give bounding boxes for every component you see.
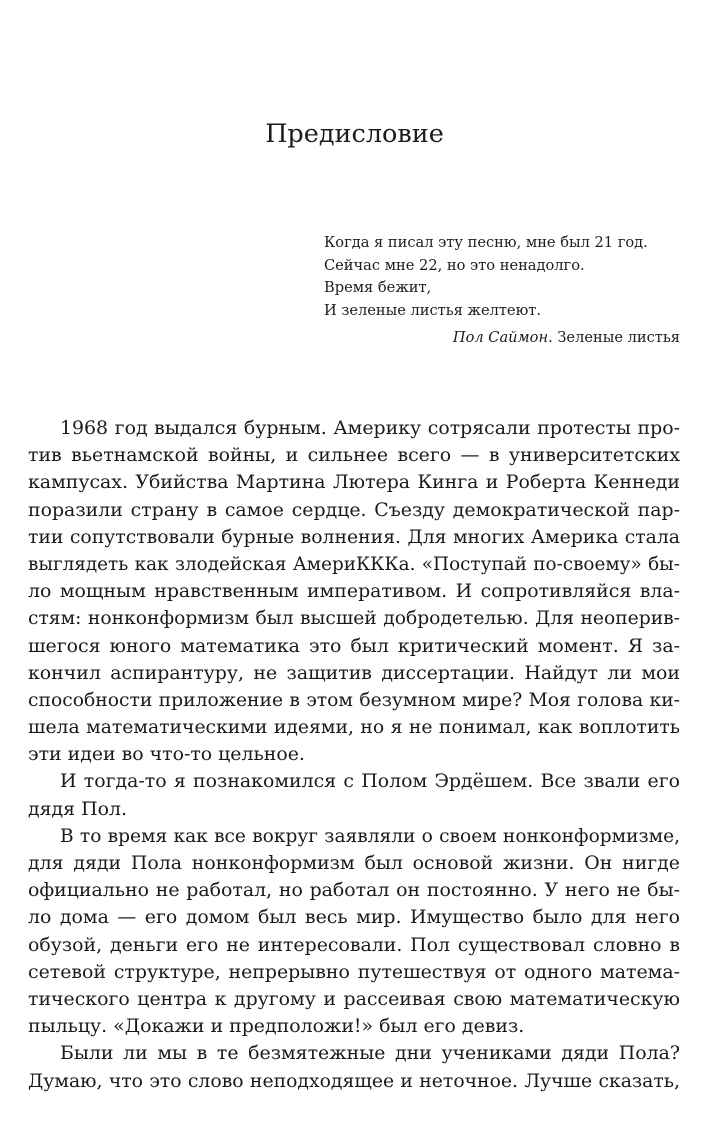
text-line: выглядеть как злодейская АмериКККа. «Поступай по-своему» бы-: [28, 553, 680, 575]
text-line: Думаю, что это слово неподходящее и неточное. Лучше сказать,: [28, 1070, 680, 1092]
text-line: ло дома — его домом был весь мир. Имущество было для него: [28, 906, 680, 929]
epigraph-line: Время бежит,: [324, 279, 432, 297]
text-line: пыльцу. «Докажи и предположи!» был его девиз.: [28, 1015, 525, 1038]
text-line: поразили страну в самое сердце. Съезду демократической пар-: [28, 498, 680, 521]
text-line: тического центра к другому и рассеивая свою математическую: [28, 987, 680, 1010]
text-line: кампусах. Убийства Мартина Лютера Кинга и Роберта Кеннеди: [28, 471, 680, 494]
text-line: способности приложение в этом безумном мире? Моя голова ки-: [28, 689, 680, 711]
epigraph-attribution: [324, 327, 680, 350]
text-line: 1968 год выдался бурным. Америку сотрясали протесты про-: [60, 417, 680, 439]
epigraph: [324, 232, 680, 350]
page-title: Предисловие: [265, 119, 444, 149]
text-line: тив вьетнамской войны, и сильнее всего — в университетских: [28, 444, 680, 467]
body-text: [28, 415, 680, 1095]
text-line: шела математическими идеями, но я не понимал, как воплотить: [28, 717, 680, 739]
text-line: дядя Пол.: [28, 797, 127, 820]
text-line: обузой, деньги его не интересовали. Пол существовал словно в: [28, 933, 680, 956]
text-line: эти идеи во что-то цельное.: [28, 743, 305, 766]
epigraph-line: Сейчас мне 22, но это ненадолго.: [324, 256, 585, 274]
text-line: Были ли мы в те безмятежные дни учениками дяди Пола?: [60, 1042, 680, 1065]
epigraph-line: И зеленые листья желтеют.: [324, 301, 541, 319]
epigraph-line: Когда я писал эту песню, мне был 21 год.: [324, 234, 648, 251]
text-line: шегося юного математика это был критический момент. Я за-: [28, 634, 680, 657]
text-line: стям: нонконформизм был высшей добродетелью. Для неоперив-: [28, 608, 680, 630]
text-line: для дяди Пола нонконформизм был основой жизни. Он нигде: [28, 852, 680, 874]
text-line: В то время как все вокруг заявляли о своем нонконформизме,: [60, 825, 680, 847]
epigraph-author: Пол Саймон: [452, 329, 549, 347]
text-line: И тогда-то я познакомился с Полом Эрдёшем. Все звали его: [60, 770, 680, 793]
text-line: ло мощным нравственным императивом. И сопротивляйся вла-: [28, 580, 680, 603]
text-line: официально не работал, но работал он постоянно. У него не бы-: [28, 879, 680, 902]
text-line: сетевой структуре, непрерывно путешествуя от одного матема-: [28, 960, 680, 983]
text-line: кончил аспирантуру, не защитив диссертации. Найдут ли мои: [28, 661, 680, 684]
text-line: тии сопутствовали бурные волнения. Для многих Америка стала: [28, 526, 680, 548]
epigraph-source-title: . Зеленые листья: [548, 329, 680, 347]
